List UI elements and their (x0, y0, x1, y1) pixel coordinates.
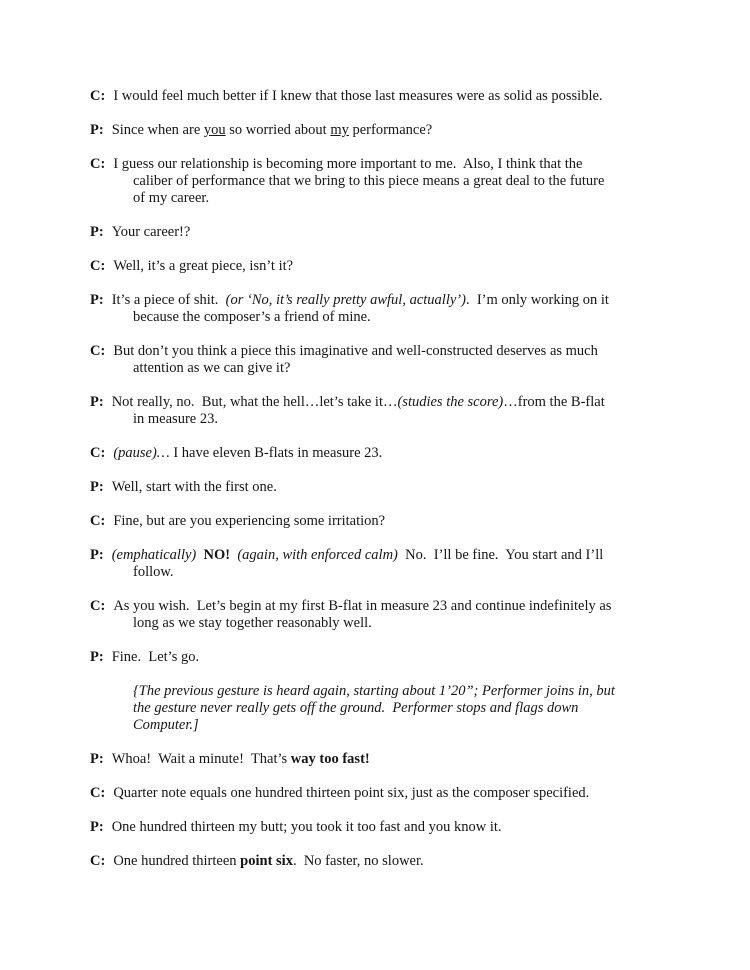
text-segment: It’s a piece of shit. (111, 292, 226, 308)
text-segment: But don’t you think a piece this imaginative and well-constructed deserves as much (113, 343, 598, 359)
dialogue-paragraph (90, 88, 670, 105)
text-segment: my (330, 122, 349, 138)
text-segment: Quarter note equals one hundred thirteen point six, just as the composer specified. (113, 785, 590, 801)
speaker-label: P: (90, 224, 104, 240)
text-segment: Well, it’s a great piece, isn’t it? (113, 258, 294, 274)
dialogue-paragraph (90, 445, 670, 462)
text-segment: long as we stay together reasonably well. (133, 615, 372, 631)
speaker-label: C: (90, 785, 106, 801)
speaker-label: P: (90, 479, 104, 495)
dialogue-paragraph (90, 394, 670, 428)
text-segment: One hundred thirteen my butt; you took it too fast and you know it. (111, 819, 502, 835)
speaker-label: C: (90, 156, 106, 172)
dialogue-paragraph (90, 292, 670, 326)
text-segment: One hundred thirteen (113, 853, 241, 869)
dialogue-paragraph (90, 224, 670, 241)
text-segment: the gesture never really gets off the ground. Performer stops and flags down (133, 700, 579, 716)
dialogue-paragraph (90, 513, 670, 530)
text-segment: {The previous gesture is heard again, starting about 1’20”; Performer joins in, but (133, 683, 615, 699)
text-segment: Computer.] (133, 717, 199, 733)
text-segment: way too fast! (290, 751, 370, 767)
dialogue-paragraph (90, 122, 670, 139)
speaker-label: P: (90, 819, 104, 835)
text-segment: No. I’ll be fine. You start and I’ll (397, 547, 604, 563)
text-segment: As you wish. Let’s begin at my first B-flat in measure 23 and continue indefinitely as (113, 598, 612, 614)
dialogue-paragraph (90, 156, 670, 207)
dialogue-paragraph (90, 649, 670, 666)
text-segment: performance? (348, 122, 433, 138)
text-segment: because the composer’s a friend of mine. (133, 309, 371, 325)
text-segment: Not really, no. But, what the hell…let’s take it… (111, 394, 398, 410)
text-segment: I have eleven B-flats in measure 23. (169, 445, 383, 461)
text-segment: caliber of performance that we bring to this piece means a great deal to the future (133, 173, 605, 189)
speaker-label: C: (90, 88, 106, 104)
speaker-label: C: (90, 258, 106, 274)
text-segment: Your career!? (111, 224, 191, 240)
dialogue-list (90, 88, 670, 870)
text-segment: (or ‘No, it’s really pretty awful, actually’) (225, 292, 466, 308)
speaker-label: P: (90, 292, 104, 308)
text-segment: point six (240, 853, 293, 869)
text-segment: Fine. Let’s go. (111, 649, 200, 665)
dialogue-paragraph (90, 819, 670, 836)
text-segment: . No faster, no slower. (292, 853, 424, 869)
speaker-label: C: (90, 343, 106, 359)
dialogue-paragraph (90, 853, 670, 870)
speaker-label: C: (90, 513, 106, 529)
text-segment: (emphatically) (111, 547, 197, 563)
text-segment: Well, start with the first one. (111, 479, 277, 495)
text-segment: attention as we can give it? (133, 360, 291, 376)
text-segment: Whoa! Wait a minute! That’s (111, 751, 291, 767)
text-segment: . I’m only working on it (465, 292, 609, 308)
text-segment: so worried about (225, 122, 331, 138)
text-segment (196, 547, 203, 563)
text-segment: …from the B-flat (503, 394, 605, 410)
dialogue-paragraph (90, 547, 670, 581)
dialogue-paragraph (90, 343, 670, 377)
text-segment: of my career. (133, 190, 210, 206)
dialogue-paragraph (90, 258, 670, 275)
text-segment: Since when are (111, 122, 204, 138)
speaker-label: C: (90, 598, 106, 614)
text-segment: (pause)… (113, 445, 170, 461)
speaker-label: P: (90, 394, 104, 410)
speaker-label: P: (90, 649, 104, 665)
text-segment: I guess our relationship is becoming more important to me. Also, I think that the (113, 156, 583, 172)
text-segment: (again, with enforced calm) (237, 547, 398, 563)
text-segment: (studies the score) (397, 394, 504, 410)
speaker-label: C: (90, 853, 106, 869)
dialogue-paragraph (90, 479, 670, 496)
speaker-label: P: (90, 751, 104, 767)
dialogue-paragraph (90, 785, 670, 802)
stage-direction (90, 683, 670, 734)
text-segment: NO! (203, 547, 231, 563)
speaker-label: P: (90, 547, 104, 563)
text-segment: follow. (133, 564, 174, 580)
speaker-label: C: (90, 445, 106, 461)
text-segment: I would feel much better if I knew that those last measures were as solid as possible. (113, 88, 603, 104)
dialogue-paragraph (90, 598, 670, 632)
text-segment: in measure 23. (133, 411, 218, 427)
speaker-label: P: (90, 122, 104, 138)
text-segment: you (203, 122, 226, 138)
text-segment: Fine, but are you experiencing some irritation? (113, 513, 386, 529)
dialogue-paragraph (90, 751, 670, 768)
